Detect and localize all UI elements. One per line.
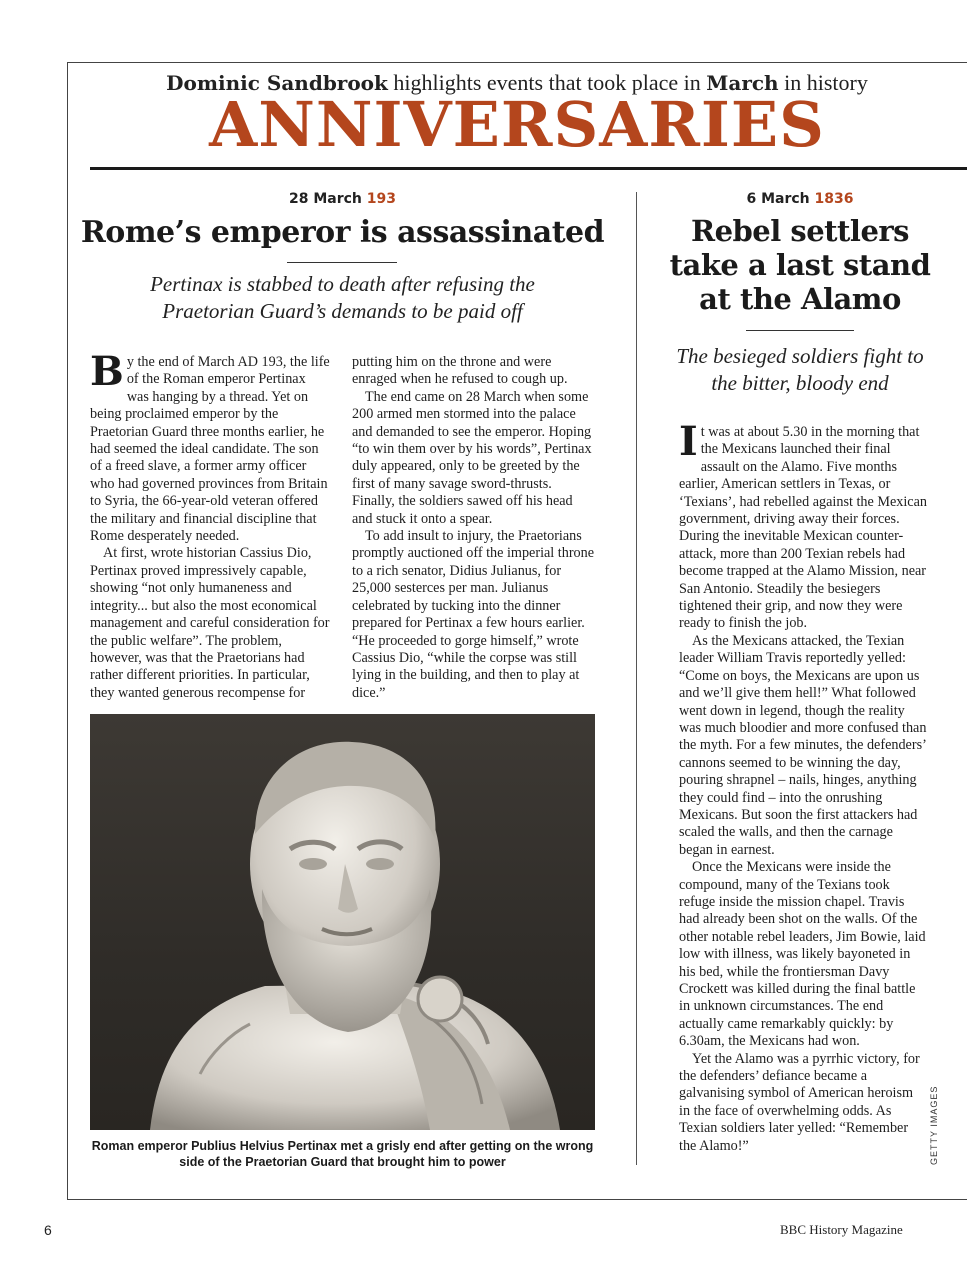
article2-dropcap: I xyxy=(679,418,698,465)
kicker-text-end: in history xyxy=(778,70,868,95)
article1-paragraph xyxy=(90,348,330,545)
article1-paragraph: To add insult to injury, the Praetorians promptly auctioned off the imperial throne to a rich senator, Didius Julianus, for 25,000 sesterces per man. Julianus celebrated by tucking into the dinner prepared for Pertinax a few hours earlier. “He proceeded to gorge himself,” wrote Cassius Dio, “while the corpse was still lying in the building, and then to play at dice.” xyxy=(352,528,595,701)
bust-illustration xyxy=(90,714,595,1130)
article2-column xyxy=(679,418,927,1155)
page-number: 6 xyxy=(44,1222,52,1238)
article1-year: 193 xyxy=(366,191,396,207)
masthead-rule xyxy=(90,167,967,170)
article2-paragraph: Once the Mexicans were inside the compound, many of the Texians took refuge inside the mission chapel. Travis had already been shot on the walls. Of the other notable rebel leaders, Jim Bowie, laid low with illness, was likely bayoneted in his bed, while the frontiersman Davy Crockett was killed during the final battle in unknown circumstances. The end actually came remarkably quickly: by 6.30am, the Mexicans had won. xyxy=(679,859,926,1050)
article2-headline-line: at the Alamo xyxy=(699,282,901,316)
article1-paragraph: At first, wrote historian Cassius Dio, Pertinax proved impressively capable, showing “not only humaneness and integrity... but also the most economical management and careful consideration for the public welfare”. The problem, however, was that the Praetorians had rather different priorities. In particular, they wanted generous recompense for xyxy=(90,545,330,701)
article2-paragraph xyxy=(679,418,927,633)
magazine-name: BBC History Magazine xyxy=(780,1222,903,1237)
article1-paragraph-text: y the end of March AD 193, the life of the Roman emperor Pertinax was hanging by a thread. Yet on being proclaimed emperor by the Praetorian Guard three months earlier, he had seemed the ideal candidate. The son of a freed slave, a former army officer who had governed provinces from Britain to Syria, the 66-year-old veteran offered the military and financial discipline that Rome desperately needed. xyxy=(90,354,330,545)
article1-column-2 xyxy=(352,354,595,702)
article2-headline xyxy=(650,214,950,316)
article1-paragraph: putting him on the throne and were enraged when he refused to cough up. xyxy=(352,354,568,388)
column-divider xyxy=(636,192,637,1165)
article2-paragraph: As the Mexicans attacked, the Texian leader William Travis reportedly yelled: “Come on boys, the Mexicans are upon us and we’ll give them hell!” What followed went down in legend, though the reality was much bloodier and more confused than the myth. For a few minutes, the defenders’ cannons seemed to be winning the day, pouring shrapnel – nails, hinges, anything they could find – into the onrushing Mexicans. But soon the first attackers had scaled the walls, and then the carnage began in earnest. xyxy=(679,632,927,858)
kicker-month: March xyxy=(706,71,779,95)
photo-caption: Roman emperor Publius Helvius Pertinax met a grisly end after getting on the wrong side of the Praetorian Guard that brought him to power xyxy=(91,1139,594,1169)
article1-column-1 xyxy=(90,348,330,702)
pertinax-bust-photo xyxy=(90,714,595,1130)
article2-paragraph-text: t was at about 5.30 in the morning that the Mexicans launched their final assault on the Alamo. Five months earlier, American settlers in Texas, or ‘Texians’, had rebelled against the Mexican government, driving away their forces. During the inevitable Mexican counter-attack, more than 200 Texian rebels had become trapped at the Alamo Mission, near San Antonio. Steadily the besiegers tightened their grip, and now they were ready to finish the job. xyxy=(679,424,927,632)
author-name: Dominic Sandbrook xyxy=(166,71,388,95)
article2-headline-line: take a last stand xyxy=(669,248,931,282)
masthead-title: ANNIVERSARIES xyxy=(209,88,825,161)
kicker-text: highlights events that took place in xyxy=(387,70,707,95)
article1-headline: Rome’s emperor is assassinated xyxy=(80,215,605,250)
article2-standfirst: The besieged soldiers fight to the bitter, bloody end xyxy=(676,344,924,395)
article1-standfirst: Pertinax is stabbed to death after refusing the Praetorian Guard’s demands to be paid off xyxy=(150,272,535,323)
photo-credit: GETTY IMAGES xyxy=(929,1085,939,1165)
article1-date: 28 March xyxy=(288,191,362,207)
article1-short-rule xyxy=(287,262,397,263)
article2-date: 6 March xyxy=(746,191,810,207)
article1-paragraph: The end came on 28 March when some 200 armed men stormed into the palace and demanded to see the emperor. Hoping “to win them over by his words”, Pertinax duly appeared, only to be greeted by the first of many savage sword-thrusts. Finally, the soldiers sawed off his head and stuck it onto a spear. xyxy=(352,388,592,527)
article2-dateline xyxy=(650,191,950,207)
article2-year: 1836 xyxy=(814,191,854,207)
article2-short-rule xyxy=(746,330,854,331)
article1-dropcap: B xyxy=(90,348,124,395)
article2-headline-line: Rebel settlers xyxy=(690,214,910,248)
article1-dateline xyxy=(90,191,595,207)
article2-paragraph: Yet the Alamo was a pyrrhic victory, for the defenders’ defiance became a galvanising symbol of American heroism in the face of overwhelming odds. As Texian soldiers later yelled: “Remember the Alamo!” xyxy=(679,1050,920,1154)
